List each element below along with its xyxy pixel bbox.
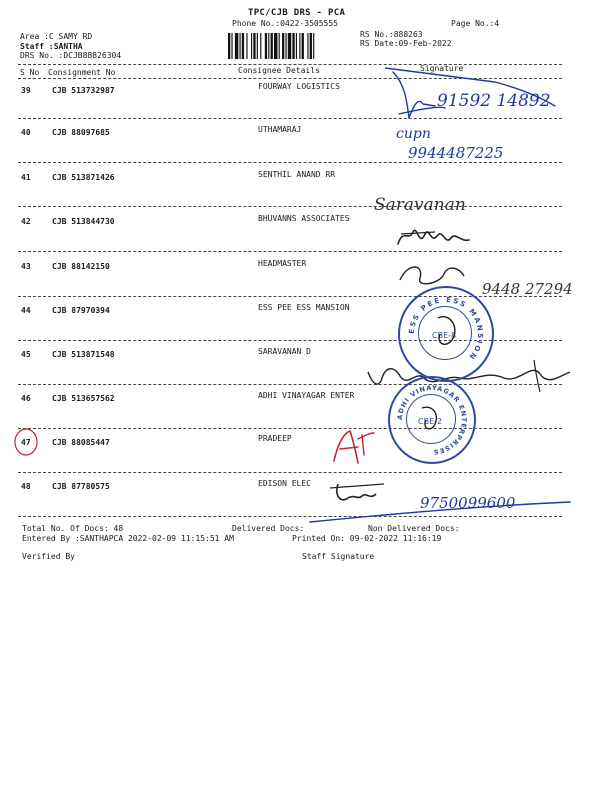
row-42-consignment: CJB 513844730 (52, 217, 115, 226)
row-47-consignment: CJB 88085447 (52, 438, 110, 447)
non-delivered-docs: Non Delivered Docs: (368, 524, 460, 533)
red-circle-mark (13, 427, 39, 457)
page-number: Page No.:4 (451, 19, 500, 28)
barcode-bar (242, 33, 244, 59)
barcode-bar (231, 33, 232, 59)
document-title: TPC/CJB DRS - PCA (248, 8, 346, 18)
row-45-consignment: CJB 513871548 (52, 350, 115, 359)
delivered-docs: Delivered Docs: (232, 524, 305, 533)
barcode-bar (310, 33, 312, 59)
entered-by: Entered By :SANTHAPCA 2022-02-09 11:15:51 AM (22, 534, 234, 543)
row-40-consignee: UTHAMARAJ (258, 125, 302, 134)
row-45-consignee: SARAVANAN D (258, 347, 311, 356)
signature-row-41 (370, 186, 500, 218)
signature-row-47 (328, 425, 378, 469)
staff-signature: Staff Signature (302, 552, 375, 561)
barcode-bar (260, 33, 261, 59)
area-label: Area :C SAMY RD (20, 32, 93, 41)
row-48-consignment: CJB 87780575 (52, 482, 110, 491)
barcode-bar (307, 33, 308, 59)
barcode-bar (302, 33, 304, 59)
barcode-bar (251, 33, 252, 59)
row-46-sno: 46 (21, 394, 31, 403)
row-43-consignment: CJB 88142150 (52, 262, 110, 271)
barcode-bar (292, 33, 294, 59)
row-43-sno: 43 (21, 262, 31, 271)
barcode (228, 33, 352, 59)
row-divider (18, 428, 562, 429)
row-39-consignee: FOURWAY LOGISTICS (258, 82, 340, 91)
row-42-consignee: BHUVANNS ASSOCIATES (258, 214, 350, 223)
col-consignment: Consignment No (48, 68, 116, 77)
col-signature: Signature (420, 64, 464, 73)
barcode-bar (313, 33, 314, 59)
signature-row-39 (385, 62, 585, 124)
signature-row-42 (395, 222, 475, 252)
rs-date: RS Date:09-Feb-2022 (360, 39, 452, 48)
col-consignee: Consignee Details (238, 66, 320, 75)
row-42-sno: 42 (21, 217, 31, 226)
printed-on: Printed On: 09-02-2022 11:16:19 (292, 534, 442, 543)
barcode-bar (282, 33, 284, 59)
staff-label: Staff :SANTHA (20, 42, 83, 51)
barcode-bar (257, 33, 258, 59)
svg-text:ESS PEE ESS MANSION (408, 296, 484, 362)
stamp-ess-pee (398, 286, 494, 382)
stamp-adhi-vinayagar (388, 376, 476, 464)
row-41-consignment: CJB 513871426 (52, 173, 115, 182)
handwritten-word-40: cupn (396, 126, 431, 142)
barcode-bar (279, 33, 280, 59)
handwritten-number-40: 9944487225 (408, 144, 504, 162)
barcode-bar (240, 33, 241, 59)
barcode-bar (246, 33, 247, 59)
row-39-consignment: CJB 513732987 (52, 86, 115, 95)
phone-number: Phone No.:0422-3505555 (232, 19, 338, 28)
rs-number: RS No.:888263 (360, 30, 423, 39)
row-41-sno: 41 (21, 173, 31, 182)
row-46-consignee: ADHI VINAYAGAR ENTER (258, 391, 355, 400)
barcode-bar (286, 33, 287, 59)
total-docs: Total No. Of Docs: 48 (22, 524, 124, 533)
barcode-bar (271, 33, 273, 59)
row-47-sno: 47 (21, 438, 31, 447)
barcode-bar (253, 33, 255, 59)
row-48-sno: 48 (21, 482, 31, 491)
row-45-sno: 45 (21, 350, 31, 359)
row-44-consignment: CJB 87970394 (52, 306, 110, 315)
barcode-bar (235, 33, 238, 59)
verified-by: Verified By (22, 552, 75, 561)
handwritten-name-41: Saravanan (374, 195, 466, 215)
col-sno: S No (20, 68, 40, 77)
stamp-ess-pee-text (400, 288, 492, 380)
row-44-sno: 44 (21, 306, 31, 315)
signature-row-48 (300, 474, 580, 526)
row-47-consignee: PRADEEP (258, 434, 292, 443)
barcode-bar (288, 33, 291, 59)
handwritten-number-43: 9448 27294 (482, 280, 573, 298)
row-48-consignee: EDISON ELEC (258, 479, 311, 488)
stamp-adhi-center: CBE-2 (418, 417, 443, 426)
row-43-consignee: HEADMASTER (258, 259, 307, 268)
barcode-bar (268, 33, 269, 59)
barcode-bar (296, 33, 297, 59)
row-44-consignee: ESS PEE ESS MANSION (258, 303, 350, 312)
barcode-bar (228, 33, 230, 59)
stamp-ess-pee-label: ESS PEE ESS MANSION (407, 295, 485, 362)
barcode-bar (274, 33, 277, 59)
handwritten-number-48: 9750099600 (420, 494, 516, 512)
row-40-sno: 40 (21, 128, 31, 137)
stamp-ess-pee-center: CBE-8 (432, 331, 457, 340)
barcode-bar (299, 33, 300, 59)
row-divider (18, 472, 562, 473)
row-40-consignment: CJB 88097685 (52, 128, 110, 137)
barcode-bar (265, 33, 267, 59)
stamp-adhi-text (390, 378, 474, 462)
stamp-adhi-label: ADHI VINAYAGAR ENTERPRISES (395, 383, 469, 457)
row-46-consignment: CJB 513657562 (52, 394, 115, 403)
handwritten-number-39: 91592 14892 (437, 91, 551, 111)
signature-row-40 (392, 120, 587, 164)
row-41-consignee: SENTHIL ANAND RR (258, 170, 336, 179)
row-39-sno: 39 (21, 86, 31, 95)
drs-number: DRS No. :DCJB88826304 (20, 51, 122, 60)
row-divider (18, 251, 562, 252)
